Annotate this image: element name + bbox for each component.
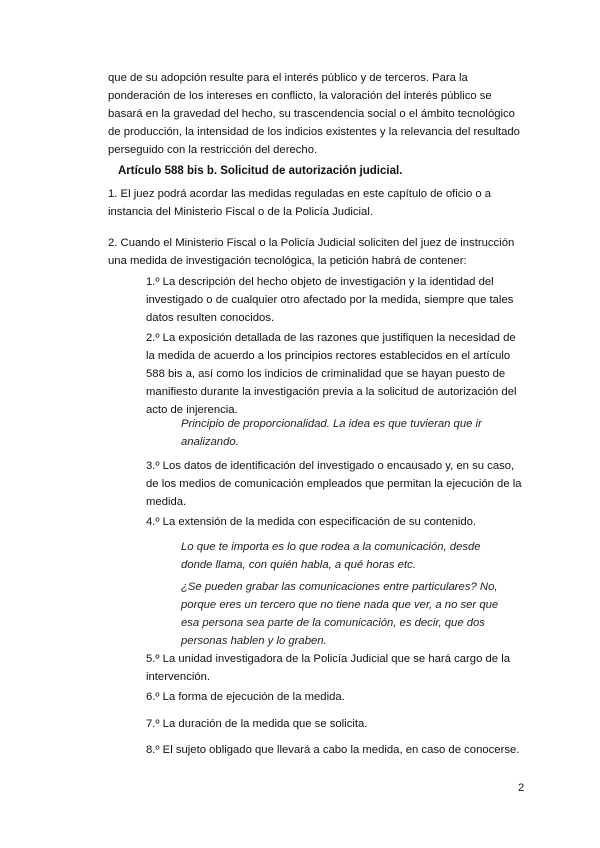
article-heading: Artículo 588 bis b. Solicitud de autorización judicial. — [118, 165, 403, 177]
comment-communication-context: Lo que te importa es lo que rodea a la comunicación, desde donde llama, con quién habla, a qué horas etc. — [181, 541, 481, 571]
numbered-paragraph-1: 1. El juez podrá acordar las medidas reguladas en este capítulo de oficio o a instancia del Ministerio Fiscal o de la Policía Judicial. — [108, 188, 492, 218]
list-item-5: 5.º La unidad investigadora de la Policía Judicial que se hará cargo de la intervención. — [146, 653, 510, 683]
list-item-4: 4.º La extensión de la medida con especificación de su contenido. — [146, 516, 477, 528]
list-item-1: 1.º La descripción del hecho objeto de investigación y la identidad del investigado o de cualquier otro afectado por la medida, siempre que tales datos resulten conocidos. — [146, 276, 514, 324]
intro-paragraph: que de su adopción resulte para el interés público y de terceros. Para la ponderación de los intereses en conflicto, la valoración del interés público se basará en la gravedad del hecho, su trascendencia social o el ámbito tecnológico de producción, la intensidad de los indicios existentes y la relevancia del resultado perseguido con la restricción del derecho. — [108, 72, 520, 156]
list-item-7: 7.º La duración de la medida que se solicita. — [146, 718, 368, 730]
page-number: 2 — [518, 782, 525, 794]
list-item-6: 6.º La forma de ejecución de la medida. — [146, 691, 345, 703]
list-item-2: 2.º La exposición detallada de las razones que justifiquen la necesidad de la medida de acuerdo a los principios rectores establecidos en el artículo 588 bis a, así como los indicios de criminalidad que se hayan puesto de manifiesto durante la investigación previa a la solicitud de autorización del acto de injerencia. — [146, 332, 517, 416]
comment-private-recording: ¿Se pueden grabar las comunicaciones entre particulares? No, porque eres un tercero que no tiene nada que ver, a no ser que esa persona sea parte de la comunicación, es decir, que dos personas hablen y lo graben. — [181, 581, 499, 647]
list-item-3: 3.º Los datos de identificación del investigado o encausado y, en su caso, de los medios de comunicación empleados que permitan la ejecución de la medida. — [146, 460, 522, 508]
list-item-8: 8.º El sujeto obligado que llevará a cabo la medida, en caso de conocerse. — [146, 744, 520, 756]
numbered-paragraph-2: 2. Cuando el Ministerio Fiscal o la Policía Judicial soliciten del juez de instrucción una medida de investigación tecnológica, la petición habrá de contener: — [108, 237, 515, 267]
comment-proportionality: Principio de proporcionalidad. La idea es que tuvieran que ir analizando. — [181, 418, 482, 448]
